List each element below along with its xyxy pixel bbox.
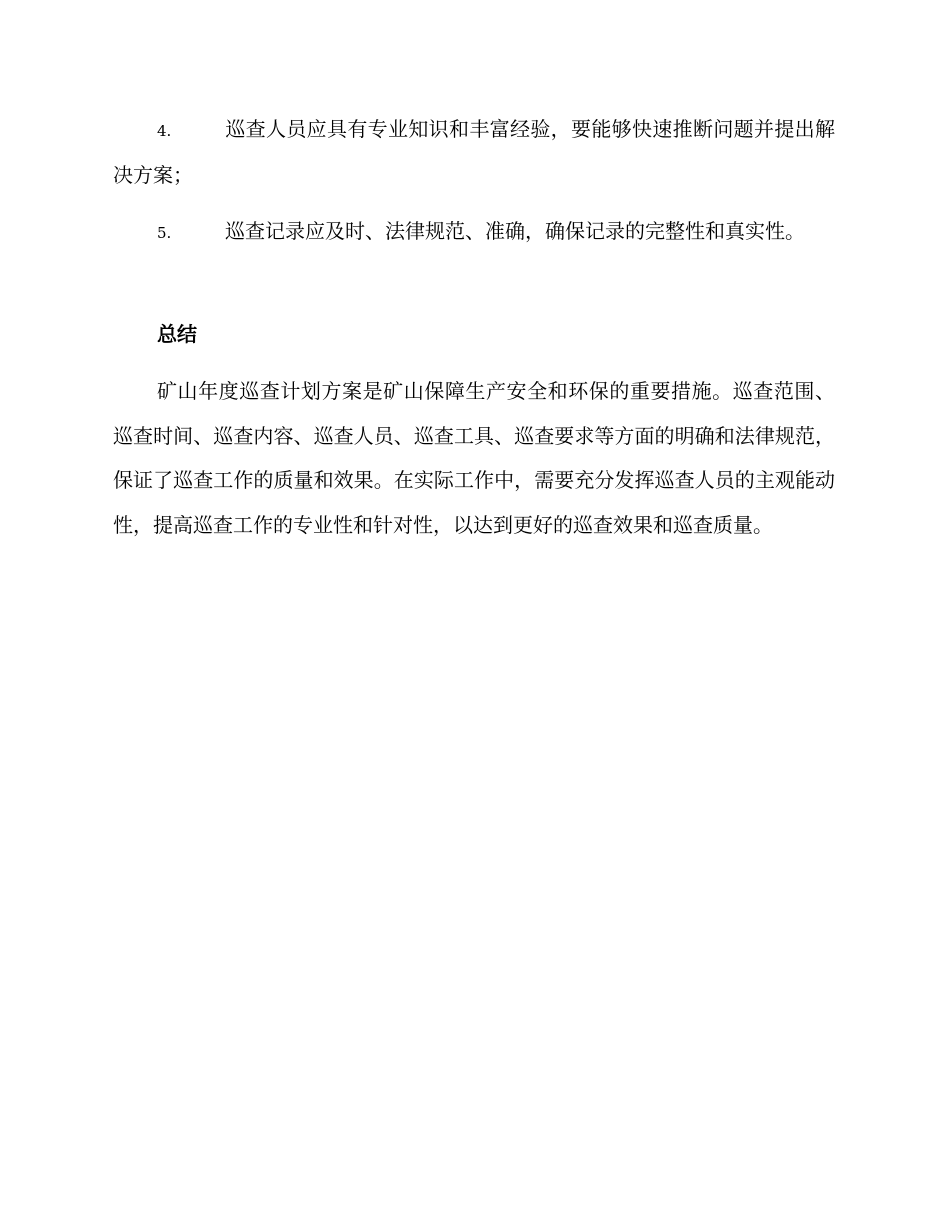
list-text-4: 巡查人员应具有专业知识和丰富经验，要能够快速推断问题并提出解决方案； [113,117,835,187]
list-item-5 [113,209,835,255]
summary-paragraph: 矿山年度巡查计划方案是矿山保障生产安全和环保的重要措施。巡查范围、巡查时间、巡查内容、巡查人员、巡查工具、巡查要求等方面的明确和法律规范，保证了巡查工作的质量和效果。在实际工作中，需要充分发挥巡查人员的主观能动性，提高巡查工作的专业性和针对性，以达到更好的巡查效果和巡查质量。 [113,379,835,537]
summary-heading: 总结 [157,322,197,346]
list-number-5: 5. [157,224,172,242]
list-text-5: 巡查记录应及时、法律规范、准确，确保记录的完整性和真实性。 [225,219,805,243]
list-number-4: 4. [157,122,172,140]
list-item-4 [113,107,835,197]
